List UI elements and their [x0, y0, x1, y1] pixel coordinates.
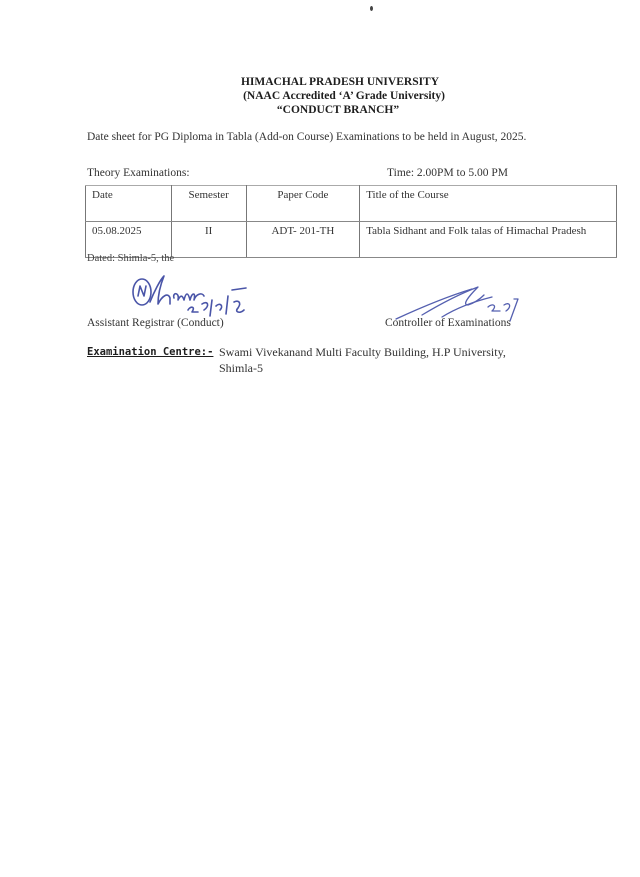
theory-label: Theory Examinations: — [87, 167, 190, 179]
accreditation-line: (NAAC Accredited ‘A’ Grade University) — [243, 90, 445, 102]
controller-title: Controller of Examinations — [385, 317, 511, 329]
table-header-row — [86, 186, 617, 222]
exam-time: Time: 2.00PM to 5.00 PM — [387, 167, 508, 179]
schedule-table — [85, 185, 617, 258]
header-paper-code: Paper Code — [246, 186, 360, 222]
header-date: Date — [86, 186, 172, 222]
cell-paper-code: ADT- 201-TH — [246, 222, 360, 258]
header-semester: Semester — [171, 186, 246, 222]
examination-centre-label-text: Examination Centre:- — [87, 346, 214, 358]
date-sheet-intro: Date sheet for PG Diploma in Tabla (Add-on Course) Examinations to be held in August, 2025. — [87, 131, 527, 143]
dated-line: Dated: Shimla-5, the — [87, 253, 175, 264]
cell-semester: II — [171, 222, 246, 258]
university-name: HIMACHAL PRADESH UNIVERSITY — [240, 76, 440, 88]
branch-name: “CONDUCT BRANCH” — [276, 104, 400, 116]
examination-centre-address-line1: Swami Vivekanand Multi Faculty Building, H.P University, — [219, 345, 506, 359]
cell-course-title: Tabla Sidhant and Folk talas of Himachal Pradesh — [360, 222, 617, 258]
assistant-registrar-signature — [130, 272, 255, 322]
scan-speck — [370, 6, 373, 11]
header-course-title: Title of the Course — [360, 186, 617, 222]
assistant-registrar-title: Assistant Registrar (Conduct) — [87, 317, 224, 329]
examination-centre-label — [87, 346, 213, 358]
examination-centre-address-line2: Shimla-5 — [219, 361, 263, 375]
cell-date: 05.08.2025 — [86, 222, 172, 258]
